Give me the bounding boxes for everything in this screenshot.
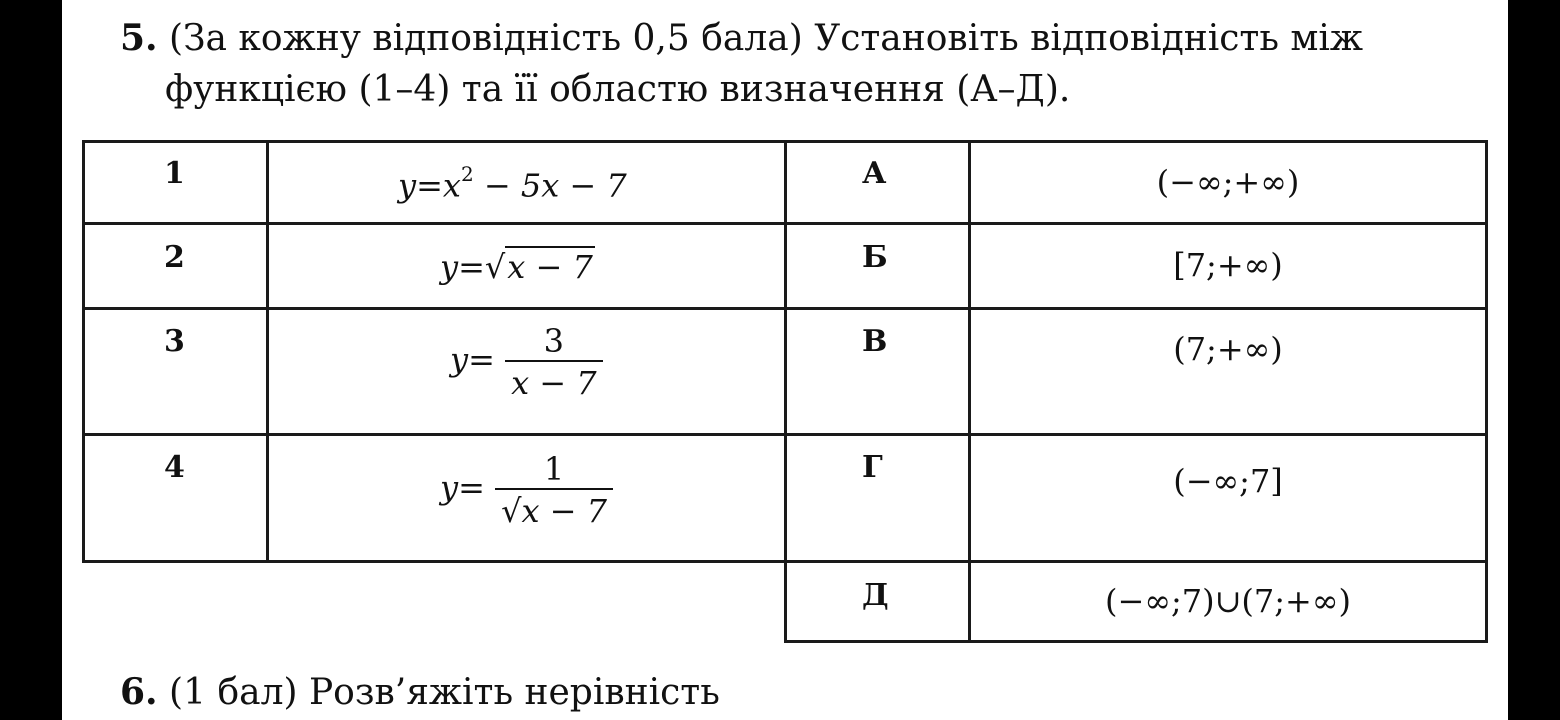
task5-instruction-2: функцією (1–4) та її областю визначення (А–Д). [165,69,1071,110]
domain-interval: (7;+∞) [1173,330,1283,368]
task5-title-line1 [120,14,1363,63]
task5-title-line2 [165,66,1070,114]
formula-numerator: 1 [543,450,565,488]
task5-number: 5. [120,17,158,59]
table-line [82,140,85,563]
task6-number: 6. [120,671,158,713]
function-number: 4 [164,450,185,485]
formula-radicand: x − 7 [521,492,608,530]
domain-letter: А [862,156,887,191]
formula-y: y [440,248,459,286]
formula-radicand: x − 7 [507,248,593,286]
function-number: 1 [164,156,185,191]
sqrt-symbol: √ [501,492,522,530]
domain-letter: Д [862,578,889,613]
domain-interval: (−∞;+∞) [1156,163,1300,201]
worksheet-page [62,0,1508,720]
formula-exponent: 2 [460,162,474,186]
table-line [266,140,269,563]
formula-y: y [450,340,469,379]
domain-letter: В [862,324,888,359]
domain-interval: (−∞;7)∪(7;+∞) [1105,582,1351,620]
task6-heading: (1 бал) [169,672,298,713]
table-line [784,640,1488,643]
domain-letter: Б [862,240,888,275]
function-formula-1 [398,162,627,205]
function-formula-3 [450,322,603,402]
formula-rest: − 5x − 7 [473,166,627,205]
formula-denominator: x − 7 [505,360,603,402]
domain-interval: (−∞;7] [1173,462,1283,500]
function-formula-4 [440,450,613,530]
function-number: 3 [164,324,185,359]
table-line [784,140,787,643]
task5-heading: (За кожну відповідність 0,5 бала) [169,18,803,59]
formula-y: y [440,468,459,507]
formula-eq: = [458,248,485,286]
domain-interval: [7;+∞) [1173,246,1283,284]
table-line [1485,140,1488,643]
function-formula-2 [440,248,595,286]
task6-title [120,668,720,717]
function-number: 2 [164,240,185,275]
task6-text: Розв’яжіть нерівність [308,672,720,713]
task5-instruction-1: Установіть відповідність між [814,18,1363,59]
formula-eq: = [468,340,495,379]
formula-x: x [442,166,461,205]
table-line [968,140,971,643]
formula-eq: = [416,166,443,205]
formula-y: y [398,166,417,205]
domain-letter: Г [862,450,883,485]
formula-numerator: 3 [543,322,565,360]
formula-eq: = [458,468,485,507]
sqrt-symbol: √ [484,248,506,286]
